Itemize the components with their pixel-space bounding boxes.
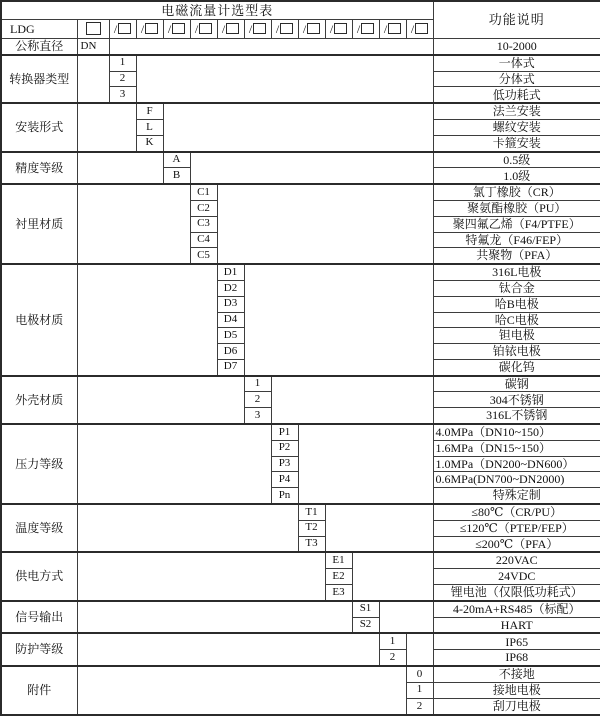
option-description: 锂电池（仅限低功耗式） <box>433 584 600 600</box>
slash-mark: / <box>275 21 280 36</box>
code-box-cell <box>136 20 163 39</box>
spacer-cell <box>77 184 190 264</box>
option-description: 钽电极 <box>433 328 600 344</box>
spacer-cell <box>77 666 406 715</box>
code-box-cell <box>379 20 406 39</box>
spacer-cell <box>244 264 433 375</box>
option-code: 3 <box>244 408 271 424</box>
category-label: 精度等级 <box>1 152 77 185</box>
option-code: T3 <box>298 536 325 552</box>
option-description: 一体式 <box>433 55 600 71</box>
option-code: 2 <box>406 698 433 715</box>
code-box-cell <box>163 20 190 39</box>
option-code: 2 <box>109 71 136 87</box>
option-description: 特氟龙（F46/FEP） <box>433 232 600 248</box>
option-code: S1 <box>352 601 379 617</box>
category-label: 衬里材质 <box>1 184 77 264</box>
option-code: 1 <box>379 633 406 649</box>
table-row <box>1 184 600 200</box>
table-row <box>1 666 600 682</box>
spacer-cell <box>217 184 433 264</box>
option-description: IP68 <box>433 650 600 666</box>
option-code: C2 <box>190 201 217 217</box>
option-description: 刮刀电极 <box>433 698 600 715</box>
option-code: P3 <box>271 456 298 472</box>
option-code: P4 <box>271 472 298 488</box>
checkbox-icon <box>361 23 374 34</box>
code-box-cell <box>352 20 379 39</box>
category-label: 电极材质 <box>1 264 77 375</box>
spacer-cell <box>77 601 352 634</box>
option-description: 法兰安装 <box>433 103 600 119</box>
page-title: 电磁流量计选型表 <box>1 1 433 20</box>
option-description: 哈B电极 <box>433 296 600 312</box>
slash-mark: / <box>167 21 172 36</box>
option-code: B <box>163 168 190 184</box>
option-code: P2 <box>271 440 298 456</box>
checkbox-icon <box>145 23 158 34</box>
option-code: C1 <box>190 184 217 200</box>
spacer-cell <box>406 633 433 666</box>
option-code: D3 <box>217 296 244 312</box>
option-description: 4.0MPa（DN10~150） <box>433 424 600 440</box>
category-label: 公称直径 <box>1 39 77 55</box>
spacer-cell <box>352 552 433 600</box>
option-description: 316L电极 <box>433 264 600 280</box>
option-description: 分体式 <box>433 71 600 87</box>
option-description: 304不锈钢 <box>433 392 600 408</box>
option-description: ≤120℃（PTEP/FEP） <box>433 520 600 536</box>
option-code: P1 <box>271 424 298 440</box>
option-code: L <box>136 120 163 136</box>
category-label: 信号输出 <box>1 601 77 634</box>
category-label: 安装形式 <box>1 103 77 151</box>
spacer-cell <box>77 264 217 375</box>
option-description: 0.5级 <box>433 152 600 168</box>
option-description: 316L不锈钢 <box>433 408 600 424</box>
option-description: 4-20mA+RS485（标配） <box>433 601 600 617</box>
table-row <box>1 504 600 520</box>
checkbox-icon <box>307 23 320 34</box>
option-code: A <box>163 152 190 168</box>
option-code: D5 <box>217 328 244 344</box>
option-code: D4 <box>217 312 244 328</box>
option-description: 1.0级 <box>433 168 600 184</box>
table-row <box>1 376 600 392</box>
option-description: ≤80℃（CR/PU） <box>433 504 600 520</box>
option-description: 螺纹安装 <box>433 120 600 136</box>
option-description: 1.6MPa（DN15~150） <box>433 440 600 456</box>
slash-mark: / <box>221 21 226 36</box>
table-row <box>1 633 600 649</box>
checkbox-icon <box>199 23 212 34</box>
option-code: D2 <box>217 281 244 297</box>
spacer-cell <box>77 552 325 600</box>
code-box-cell <box>271 20 298 39</box>
category-label: 防护等级 <box>1 633 77 666</box>
spacer-cell <box>190 152 433 185</box>
option-code: C3 <box>190 216 217 232</box>
table-row <box>1 552 600 568</box>
spacer-cell <box>298 424 433 504</box>
category-label: 转换器类型 <box>1 55 77 103</box>
spacer-cell <box>77 504 298 552</box>
spacer-cell <box>109 39 433 55</box>
option-description: 聚氨酯橡胶（PU） <box>433 201 600 217</box>
option-description: 220VAC <box>433 552 600 568</box>
option-description: 氯丁橡胶（CR） <box>433 184 600 200</box>
checkbox-icon <box>280 23 293 34</box>
option-description: 钛合金 <box>433 281 600 297</box>
table-row <box>1 264 600 280</box>
option-description: 0.6MPa(DN700~DN2000) <box>433 472 600 488</box>
option-code: C5 <box>190 248 217 264</box>
category-label: 供电方式 <box>1 552 77 600</box>
slash-mark: / <box>329 21 334 36</box>
spacer-cell <box>77 633 379 666</box>
slash-mark: / <box>383 21 388 36</box>
option-code: 2 <box>379 650 406 666</box>
slash-mark: / <box>140 21 145 36</box>
table-row <box>1 55 600 71</box>
option-code: E2 <box>325 569 352 585</box>
option-code: 1 <box>244 376 271 392</box>
option-code: Pn <box>271 488 298 504</box>
code-box-cell <box>325 20 352 39</box>
option-description: 1.0MPa（DN200~DN600） <box>433 456 600 472</box>
category-label: 压力等级 <box>1 424 77 504</box>
spacer-cell <box>77 424 271 504</box>
code-box-cell <box>190 20 217 39</box>
option-description: 哈C电极 <box>433 312 600 328</box>
option-code: S2 <box>352 617 379 633</box>
option-code: 1 <box>406 682 433 698</box>
table-row <box>1 152 600 168</box>
option-description: 碳钢 <box>433 376 600 392</box>
option-code: T2 <box>298 520 325 536</box>
option-description: 特殊定制 <box>433 488 600 504</box>
option-description: 不接地 <box>433 666 600 682</box>
option-code: C4 <box>190 232 217 248</box>
option-description: 共聚物（PFA） <box>433 248 600 264</box>
option-description: ≤200℃（PFA） <box>433 536 600 552</box>
spacer-cell <box>379 601 433 634</box>
checkbox-icon <box>415 23 428 34</box>
slash-mark: / <box>194 21 199 36</box>
spacer-cell <box>77 55 109 103</box>
slash-mark: / <box>410 21 415 36</box>
slash-mark: / <box>302 21 307 36</box>
code-box-cell <box>244 20 271 39</box>
checkbox-icon <box>388 23 401 34</box>
option-code: 3 <box>109 87 136 103</box>
option-code: D7 <box>217 359 244 375</box>
option-description: 碳化钨 <box>433 359 600 375</box>
category-label: 附件 <box>1 666 77 715</box>
spacer-cell <box>77 152 163 185</box>
option-code: K <box>136 135 163 151</box>
slash-mark: / <box>113 21 118 36</box>
option-code: 1 <box>109 55 136 71</box>
option-code: D6 <box>217 344 244 360</box>
checkbox-icon <box>226 23 239 34</box>
spacer-cell <box>163 103 433 151</box>
option-code: 2 <box>244 392 271 408</box>
table-row <box>1 103 600 119</box>
function-column-header: 功能说明 <box>433 1 600 39</box>
spacer-cell <box>325 504 433 552</box>
category-label: 温度等级 <box>1 504 77 552</box>
option-code: D1 <box>217 264 244 280</box>
table-row <box>1 39 600 55</box>
option-description: 24VDC <box>433 569 600 585</box>
option-code: F <box>136 103 163 119</box>
table-row <box>1 601 600 617</box>
option-description: 铂铱电极 <box>433 344 600 360</box>
spacer-cell <box>77 376 244 424</box>
option-code: T1 <box>298 504 325 520</box>
checkbox-icon <box>334 23 347 34</box>
slash-mark: / <box>248 21 253 36</box>
option-description: 低功耗式 <box>433 87 600 103</box>
option-description: 聚四氟乙烯（F4/PTFE） <box>433 216 600 232</box>
model-code-prefix: LDG <box>1 20 77 39</box>
slash-mark: / <box>356 21 361 36</box>
table-row <box>1 1 600 20</box>
spacer-cell <box>271 376 433 424</box>
checkbox-icon <box>172 23 185 34</box>
checkbox-icon <box>118 23 131 34</box>
code-box-cell <box>298 20 325 39</box>
option-description: 卡箍安装 <box>433 135 600 151</box>
option-description: HART <box>433 617 600 633</box>
spacer-cell <box>77 103 136 151</box>
option-description: 接地电极 <box>433 682 600 698</box>
code-box-cell <box>77 20 109 39</box>
option-description: IP65 <box>433 633 600 649</box>
code-box-cell <box>406 20 433 39</box>
option-code: E1 <box>325 552 352 568</box>
code-box-cell <box>217 20 244 39</box>
spacer-cell <box>136 55 433 103</box>
option-description: 10-2000 <box>433 39 600 55</box>
option-code: E3 <box>325 584 352 600</box>
category-label: 外壳材质 <box>1 376 77 424</box>
checkbox-icon <box>86 22 101 35</box>
table-row <box>1 424 600 440</box>
option-code: 0 <box>406 666 433 682</box>
option-code: DN <box>77 39 109 55</box>
checkbox-icon <box>253 23 266 34</box>
code-box-cell <box>109 20 136 39</box>
